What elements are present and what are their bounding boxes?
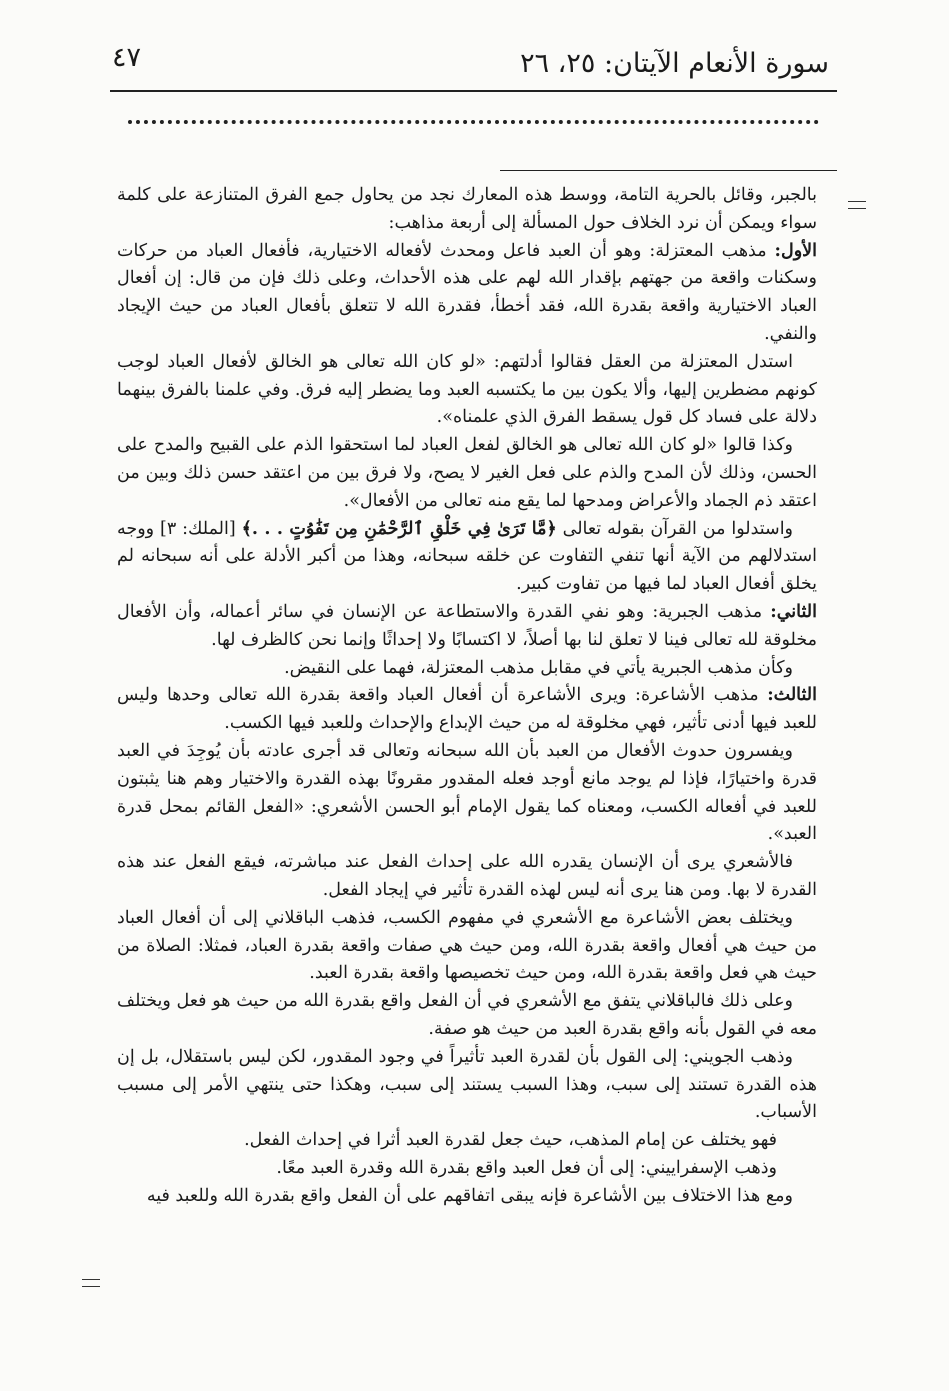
- paragraph: [117, 599, 817, 655]
- continuation-mark-bottom: [82, 1279, 100, 1287]
- paragraph: [117, 682, 817, 738]
- quran-verse: ﴿مَّا تَرَىٰ فِي خَلْقِ ٱلرَّحْمَٰنِ مِن تَفَٰوُتٍ . . .﴾: [241, 518, 557, 539]
- dotted-separator: [128, 120, 819, 138]
- paragraph: وذهب الإسفراييني: إلى أن فعل العبد واقع بقدرة الله وقدرة العبد معًا.: [276, 1157, 777, 1178]
- page-header: [100, 38, 829, 86]
- paragraph-text: واستدلوا من القرآن بقوله تعالى: [556, 518, 794, 539]
- paragraph: ويفسرون حدوث الأفعال من العبد بأن الله سبحانه وتعالى قد أجرى عادته بأن يُوجِدَ في العبد قدرة واختيارًا، فإذا لم يوجد مانع أوجد فعله المقدور مقرونًا بهذه القدرة والاختيار وهم هنا يثبتون للعبد في أفعاله الكسب، ومعناه كما يقول الإمام أبو الحسن الأشعري: «الفعل القائم بمحل قدرة العبد».: [117, 740, 817, 845]
- paragraph: [117, 238, 817, 349]
- paragraph: وكأن مذهب الجبرية يأتي في مقابل مذهب المعتزلة، فهما على النقيض.: [284, 657, 793, 678]
- header-rule: [110, 90, 837, 92]
- running-title: سورة الأنعام الآيتان: ٢٥، ٢٦: [520, 48, 829, 79]
- footnote-rule: [500, 170, 837, 171]
- section-lead: الثاني:: [770, 601, 817, 622]
- paragraph: [117, 516, 817, 599]
- paragraph: فهو يختلف عن إمام المذهب، حيث جعل لقدرة العبد أثرا في إحداث الفعل.: [244, 1130, 777, 1151]
- paragraph-text: مذهب الجبرية: وهو نفي القدرة والاستطاعة عن الإنسان في سائر أعماله، وأن الأفعال مخلوقة لله تعالى فينا لا تعلق لنا بها أصلاً، لا اكتسابًا ولا إحداثًا وإنما نحن كالظرف لها.: [117, 601, 817, 650]
- page-number: ٤٧: [112, 42, 142, 73]
- paragraph: ويختلف بعض الأشاعرة مع الأشعري في مفهوم الكسب، فذهب الباقلاني إلى أن أفعال العباد من حيث هي أفعال واقعة بقدرة الله، ومن حيث هي صفات واقعة بقدرة العباد، فمثلا: الصلاة من حيث هي فعل واقعة بقدرة الله، ومن حيث تخصيصها واقعة بقدرة العبد.: [117, 907, 817, 984]
- paragraph: فالأشعري يرى أن الإنسان يقدره الله على إحداث الفعل عند مباشرته، فيقع الفعل عند هذه القدرة لا بها. ومن هنا يرى أنه ليس لهذه القدرة تأثير في إيجاد الفعل.: [117, 852, 817, 900]
- section-lead: الأول:: [774, 240, 817, 261]
- paragraph: بالجبر، وقائل بالحرية التامة، ووسط هذه المعارك نجد من يحاول جمع الفرق المتنازعة على كلمة سواء ويمكن أن نرد الخلاف حول المسألة إلى أربعة مذاهب:: [117, 185, 817, 233]
- paragraph-text: [الملك: ٣] ووجه استدلالهم من الآية أنها تنفي التفاوت عن خلقه سبحانه، وهذا من أكبر الأدلة على أنه سبحانه لم يخلق أفعال العباد لما فيها من تفاوت كبير.: [117, 518, 817, 595]
- paragraph: وكذا قالوا «لو كان الله تعالى هو الخالق لفعل العباد لما استحقوا الذم على القبيح والمدح على الحسن، وذلك لأن المدح والذم على فعل الغير لا يصح، ولا فرق بين من اعتقد حسن ذلك وبين من اعتقد ذم الجماد والأعراض ومدحها لما يقع منه تعالى من الأفعال».: [117, 435, 817, 511]
- continuation-mark-top: [848, 201, 866, 209]
- paragraph: وذهب الجويني: إلى القول بأن لقدرة العبد تأثيراً في وجود المقدور، لكن ليس باستقلال، بل إن هذه القدرة تستند إلى سبب، وهذا السبب يستند إلى سبب، وهكذا حتى ينتهي الأمر إلى مسبب الأسباب.: [117, 1046, 817, 1123]
- paragraph: ومع هذا الاختلاف بين الأشاعرة فإنه يبقى اتفاقهم على أن الفعل واقع بقدرة الله وللعبد فيه: [146, 1185, 793, 1206]
- paragraph: استدل المعتزلة من العقل فقالوا أدلتهم: «لو كان الله تعالى هو الخالق لأفعال العباد لوجب كونهم مضطرين إليها، وألا يكون بين ما يكتسبه العبد وما يضطر إليه فرق. وفي علمنا بالفرق بينهما دلالة على فساد كل قول يسقط الفرق الذي علمناه».: [117, 351, 817, 428]
- section-lead: الثالث:: [767, 685, 817, 706]
- body-text: [117, 182, 817, 1210]
- paragraph-text: مذهب المعتزلة: وهو أن العبد فاعل ومحدث لأفعاله الاختيارية، فأفعال العباد من حركات وسكنات واقعة من جهتهم بإقدار الله لهم على هذه الأحداث، وعلى ذلك فإن من قال: إن أفعال العباد الاختيارية واقعة بقدرة الله، فقد أخطأ، فقدرة الله لا تتعلق بأفعال العباد من حيث الإيجاد والنفي.: [117, 240, 817, 344]
- paragraph-text: مذهب الأشاعرة: ويرى الأشاعرة أن أفعال العباد واقعة بقدرة الله تعالى وحدها وليس للعبد فيها أدنى تأثير، فهي مخلوقة له من حيث الإبداع والإحداث وللعبد فيها الكسب.: [117, 685, 817, 734]
- paragraph: وعلى ذلك فالباقلاني يتفق مع الأشعري في أن الفعل واقع بقدرة الله من حيث هو فعل ويختلف معه في القول بأنه واقع بقدرة العبد من حيث هو صفة.: [117, 991, 817, 1039]
